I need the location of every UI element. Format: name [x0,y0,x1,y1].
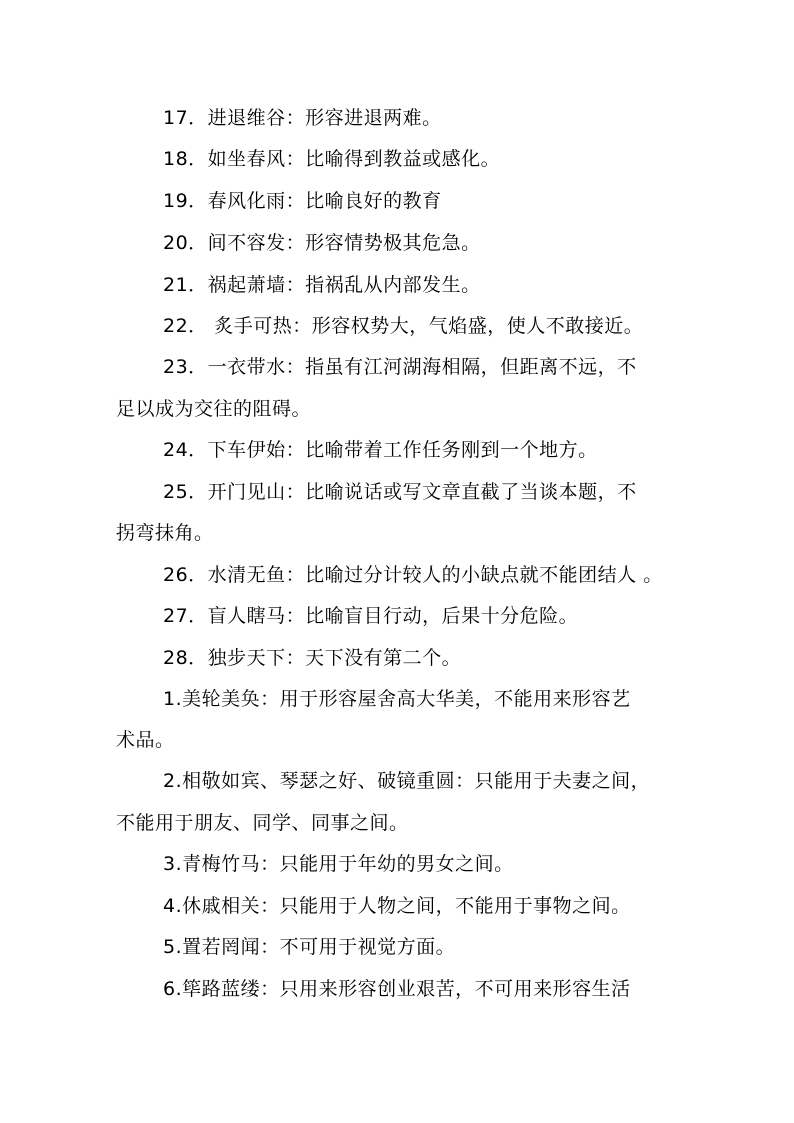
text-line-20: 20．间不容发：形容情势极其危急。 [163,232,481,254]
text-line-note-2-continued: 不能用于朋友、同学、同事之间。 [116,812,409,834]
text-line-26: 26．水清无鱼：比喻过分计较人的小缺点就不能团结人 。 [163,564,663,586]
text-line-23: 23．一衣带水：指虽有江河湖海相隔，但距离不远，不 [163,356,637,378]
text-line-25-continued: 拐弯抹角。 [116,522,214,544]
text-line-23-continued: 足以成为交往的阻碍。 [116,398,312,420]
text-line-note-4: 4.休戚相关：只能用于人物之间，不能用于事物之间。 [163,895,631,917]
text-line-note-3: 3.青梅竹马：只能用于年幼的男女之间。 [163,853,514,875]
text-line-note-5: 5.置若罔闻：不可用于视觉方面。 [163,936,456,958]
text-line-note-1-continued: 术品。 [116,729,175,751]
text-line-note-1: 1.美轮美奂：用于形容屋舍高大华美，不能用来形容艺 [163,688,631,710]
text-line-note-6: 6.筚路蓝缕：只用来形容创业艰苦，不可用来形容生活 [163,978,631,1000]
text-line-28: 28．独步天下：天下没有第二个。 [163,647,462,669]
text-line-22: 22． 炙手可热：形容权势大，气焰盛，使人不敢接近。 [163,315,644,337]
text-line-17: 17．进退维谷：形容进退两难。 [163,107,442,129]
text-line-19: 19．春风化雨：比喻良好的教育 [163,190,442,212]
text-line-27: 27．盲人瞎马：比喻盲目行动，后果十分危险。 [163,605,579,627]
text-line-24: 24．下车伊始：比喻带着工作任务刚到一个地方。 [163,439,598,461]
text-line-note-2: 2.相敬如宾、琴瑟之好、破镜重圆：只能用于夫妻之间， [163,770,651,792]
text-line-25: 25．开门见山：比喻说话或写文章直截了当谈本题，不 [163,481,637,503]
text-line-18: 18．如坐春风：比喻得到教益或感化。 [163,148,501,170]
text-line-21: 21．祸起萧墙：指祸乱从内部发生。 [163,274,481,296]
